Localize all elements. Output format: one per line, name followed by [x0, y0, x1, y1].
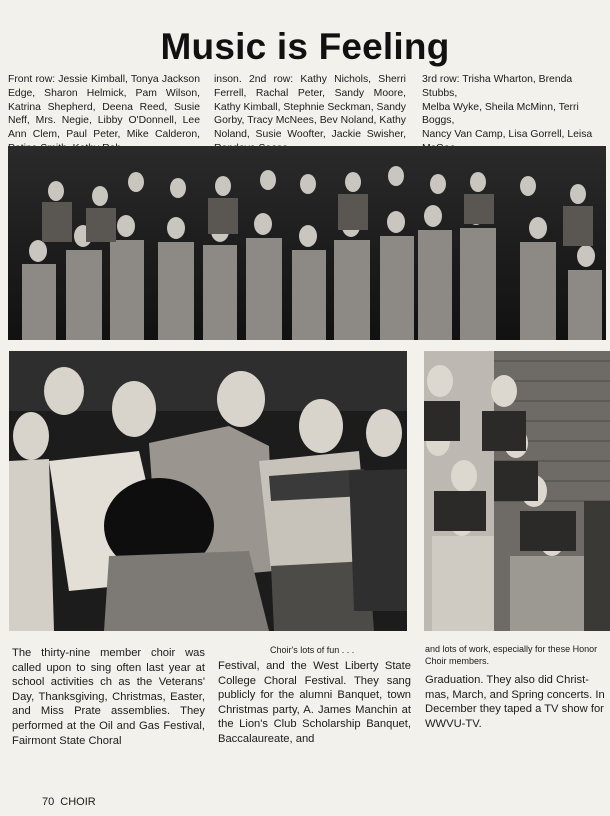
body-col1: The thirty-nine member choir was called upon to sing often last year at school activities ch as the Veterans' Day, Thanksgiving, Christmas, Easter, and Miss Prate assemblies. They performed at the Oil and Gas Festival, Fairmont State Choral [12, 647, 205, 747]
honor-photo-caption: and lots of work, especially for these Honor Choir members. [425, 644, 598, 666]
group-photo [8, 146, 606, 340]
section-label: CHOIR [60, 796, 96, 808]
names-caption-col1: Front row: Jessie Kimball, Tonya Jackson Edge, Sharon Helmick, Pam Wilson, Katrina Shepherd, Deena Reed, Susie Neff, Mrs. Negie, Libby O'Donnell, Lee Ann Clem, Paul Peter, Mike Calderon, [8, 74, 200, 141]
fun-photo [9, 351, 407, 631]
fun-photo-caption: Choir's lots of fun . . . [270, 645, 355, 655]
page-title: Music is Feeling [160, 26, 450, 67]
honor-choir-photo [424, 351, 610, 631]
page-footer [42, 796, 102, 808]
body-col3: Graduation. They also did Christ- mas, March, and Spring concerts. In December they taped a TV show for WWVU-TV. [425, 674, 605, 730]
names-caption-col3: 3rd row: Trisha Wharton, Brenda Stubbs, Melba Wyke, Sheila McMinn, Terri Boggs, Nancy Van Camp, Lisa Gorrell, Leisa [422, 74, 593, 141]
names-caption-col2: inson. 2nd row: Kathy Nichols, Sherri Ferrell, Rachal Peter, Sandy Moore, Kathy Kimball, Stephnie Seckman, Sandy Gorby, Tracy McNees, Bev Noland, Kathy Noland, Susie Woofter, Jackie Swisher, [214, 74, 406, 141]
body-col2: Festival, and the West Liberty State College Choral Festival. They sang publicly for the alumni Banquet, town Christmas party, A. James Manchin at the Lion's Club Scholarship Banquet, Baccalaureate, and [218, 660, 411, 745]
page-number: 70 [42, 796, 55, 808]
